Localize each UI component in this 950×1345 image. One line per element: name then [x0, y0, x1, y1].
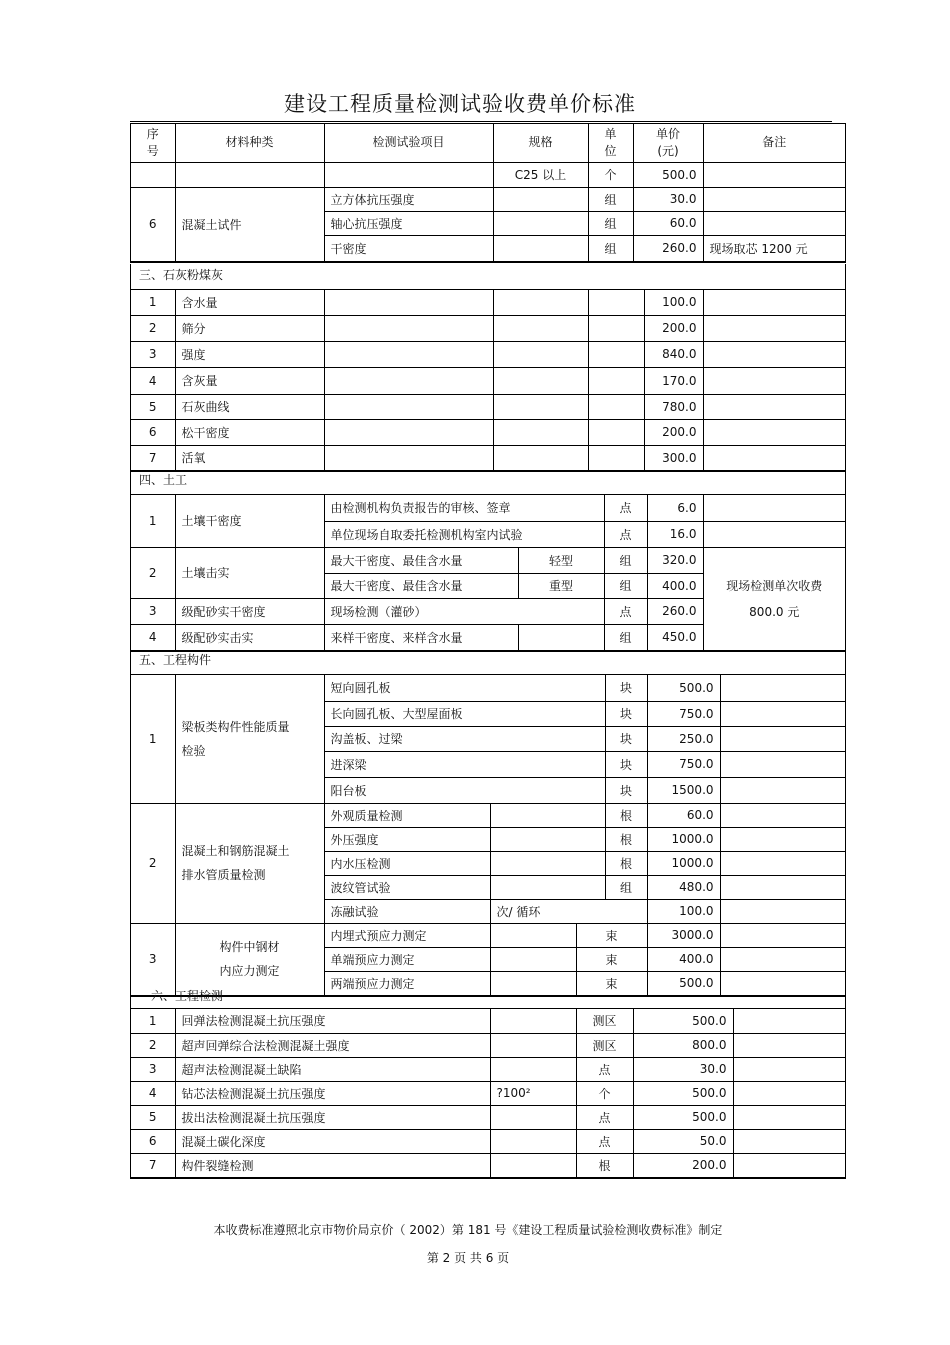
table-row [131, 341, 845, 367]
header-spec: 规格 [493, 124, 588, 162]
seq-cell: 2 [131, 547, 175, 598]
unit-cell: 块 [605, 675, 647, 701]
seq-cell: 6 [131, 1129, 175, 1153]
name-cell: 筛分 [175, 315, 324, 341]
table-row [131, 1129, 845, 1153]
name-line2: 检验 [181, 743, 206, 758]
item-cell: 最大干密度、最佳含水量 [324, 547, 518, 573]
price-cell: 30.0 [633, 187, 703, 211]
price-cell: 1000.0 [647, 827, 720, 851]
unit-cell: 组 [604, 573, 647, 598]
unit-cell: 组 [605, 875, 647, 899]
price-cell: 500.0 [633, 162, 703, 187]
item-cell: 内水压检测 [324, 851, 490, 875]
price-cell: 500.0 [633, 1105, 733, 1129]
price-cell: 100.0 [647, 899, 720, 923]
price-cell: 60.0 [633, 211, 703, 235]
table-row [131, 290, 845, 315]
spec-cell [490, 1009, 576, 1033]
unit-cell: 根 [605, 803, 647, 827]
price-cell: 500.0 [633, 1009, 733, 1033]
price-cell: 200.0 [633, 1153, 733, 1177]
table-row [131, 923, 845, 947]
item-cell: 长向圆孔板、大型屋面板 [324, 701, 605, 726]
name-cell [175, 675, 324, 803]
price-cell: 6.0 [647, 495, 703, 521]
table-row [131, 1009, 845, 1033]
spec-cell: 轻型 [518, 547, 604, 573]
price-cell: 750.0 [647, 701, 720, 726]
price-cell: 50.0 [633, 1129, 733, 1153]
seq-cell: 2 [131, 803, 175, 923]
price-cell: 840.0 [644, 341, 703, 367]
note-cell: 现场取芯 1200 元 [703, 235, 845, 261]
name-line1: 梁板类构件性能质量 [181, 719, 290, 734]
table-row [131, 419, 845, 445]
seq-cell: 4 [131, 1081, 175, 1105]
seq-cell: 3 [131, 598, 175, 624]
unit-cell: 束 [576, 947, 647, 971]
unit-cell: 点 [604, 521, 647, 547]
unit-cell: 块 [605, 701, 647, 726]
material-cell: 混凝土试件 [175, 187, 324, 261]
header-note: 备注 [703, 124, 845, 162]
unit-cell: 组 [588, 211, 633, 235]
item-cell: 立方体抗压强度 [324, 187, 493, 211]
unit-cell: 测区 [576, 1009, 633, 1033]
price-cell: 200.0 [644, 315, 703, 341]
price-cell: 400.0 [647, 947, 720, 971]
name-cell: 土壤干密度 [175, 495, 324, 547]
table-row [131, 495, 845, 521]
seq-cell: 4 [131, 367, 175, 394]
name-cell: 级配砂实击实 [175, 624, 324, 650]
unit-cell: 个 [576, 1081, 633, 1105]
name-cell: 构件裂缝检测 [175, 1153, 490, 1177]
price-cell: 500.0 [633, 1081, 733, 1105]
name-line1: 构件中钢材 [219, 940, 280, 954]
name-cell: 石灰曲线 [175, 394, 324, 419]
price-cell: 800.0 [633, 1033, 733, 1057]
item-cell: 沟盖板、过梁 [324, 726, 605, 751]
name-cell: 含水量 [175, 290, 324, 315]
item-cell: 干密度 [324, 235, 493, 261]
site-note-line2: 800.0 元 [749, 604, 800, 619]
price-cell: 500.0 [647, 971, 720, 995]
name-cell [175, 803, 324, 923]
table-row [131, 162, 845, 187]
price-cell: 1500.0 [647, 777, 720, 803]
unit-cell: 点 [576, 1105, 633, 1129]
seq-cell: 6 [131, 419, 175, 445]
name-cell: 钻芯法检测混凝土抗压强度 [175, 1081, 490, 1105]
unit-cell: 点 [576, 1057, 633, 1081]
spec-cell [490, 1153, 576, 1177]
name-cell: 超声法检测混凝土缺陷 [175, 1057, 490, 1081]
item-cell: 进深梁 [324, 751, 605, 777]
price-cell: 480.0 [647, 875, 720, 899]
unit-cell: 个 [588, 162, 633, 187]
name-cell: 混凝土碳化深度 [175, 1129, 490, 1153]
price-cell: 750.0 [647, 751, 720, 777]
title-rule [130, 121, 832, 122]
item-cell: 短向圆孔板 [324, 675, 605, 701]
seq-cell: 1 [131, 495, 175, 547]
table-row [131, 187, 845, 211]
header-material: 材料种类 [175, 124, 324, 162]
price-cell: 780.0 [644, 394, 703, 419]
unit-cell: 块 [605, 777, 647, 803]
name-cell: 级配砂实干密度 [175, 598, 324, 624]
members-table [130, 674, 846, 997]
table-row [131, 547, 845, 573]
section-heading-soil: 四、土工 [130, 469, 846, 495]
unit-cell: 束 [576, 923, 647, 947]
unit-cell: 组 [604, 547, 647, 573]
item-cell: 阳台板 [324, 777, 605, 803]
concrete-table [130, 123, 846, 263]
seq-cell: 2 [131, 1033, 175, 1057]
price-cell: 16.0 [647, 521, 703, 547]
spec-cell: C25 以上 [493, 162, 588, 187]
name-line2: 内应力测定 [219, 964, 280, 978]
unit-cell: 块 [605, 751, 647, 777]
table-row [131, 675, 845, 701]
unit-cell: 点 [604, 495, 647, 521]
price-cell: 3000.0 [647, 923, 720, 947]
unit-cell: 组 [588, 187, 633, 211]
unit-cell: 束 [576, 971, 647, 995]
footer-basis: 本收费标准遵照北京市物价局京价（ 2002）第 181 号《建设工程质量试验检测收费标准》制定 [213, 1223, 723, 1237]
unit-cell: 点 [576, 1129, 633, 1153]
seq-cell: 3 [131, 1057, 175, 1081]
price-cell: 300.0 [644, 445, 703, 470]
table-row [131, 315, 845, 341]
site-note-line1: 现场检测单次收费 [726, 578, 823, 593]
unit-cell: 根 [605, 851, 647, 875]
table-row [131, 367, 845, 394]
table-row [131, 803, 845, 827]
header-price: 单价 (元) [633, 124, 703, 162]
item-cell: 内埋式预应力测定 [324, 923, 490, 947]
unit-cell: 根 [605, 827, 647, 851]
header-unit: 单 位 [588, 124, 633, 162]
seq-cell: 2 [131, 315, 175, 341]
spec-cell [490, 1129, 576, 1153]
price-cell: 500.0 [647, 675, 720, 701]
seq-cell: 7 [131, 445, 175, 470]
unit-cell: 点 [604, 598, 647, 624]
item-cell: 来样干密度、来样含水量 [324, 624, 518, 650]
table-header [131, 124, 845, 162]
item-cell: 外压强度 [324, 827, 490, 851]
name-cell: 含灰量 [175, 367, 324, 394]
price-cell: 260.0 [633, 235, 703, 261]
spec-cell: 重型 [518, 573, 604, 598]
section-heading-inspection: 六、工程检测 [130, 985, 846, 1009]
name-line2: 排水管质量检测 [181, 868, 266, 882]
price-cell: 170.0 [644, 367, 703, 394]
spec-cell: ?100² [490, 1081, 576, 1105]
price-cell: 30.0 [633, 1057, 733, 1081]
item-cell: 由检测机构负责报告的审核、签章 [324, 495, 604, 521]
item-cell: 两端预应力测定 [324, 971, 490, 995]
price-cell: 260.0 [647, 598, 703, 624]
name-cell: 拔出法检测混凝土抗压强度 [175, 1105, 490, 1129]
price-cell: 60.0 [647, 803, 720, 827]
inspection-table [130, 1008, 846, 1179]
price-cell: 450.0 [647, 624, 703, 650]
item-cell: 冻融试验 [324, 899, 490, 923]
name-line1: 混凝土和钢筋混凝土 [181, 844, 290, 858]
item-cell: 轴心抗压强度 [324, 211, 493, 235]
price-cell: 400.0 [647, 573, 703, 598]
name-cell: 松干密度 [175, 419, 324, 445]
unit-cell: 块 [605, 726, 647, 751]
item-cell: 现场检测（灌砂） [324, 598, 604, 624]
item-cell: 波纹管试验 [324, 875, 490, 899]
section-heading-lime: 三、石灰粉煤灰 [130, 264, 846, 290]
item-cell: 单位现场自取委托检测机构室内试验 [324, 521, 604, 547]
item-cell: 最大干密度、最佳含水量 [324, 573, 518, 598]
seq-cell: 5 [131, 394, 175, 419]
seq-cell: 4 [131, 624, 175, 650]
lime-table [130, 289, 846, 472]
name-cell: 活氧 [175, 445, 324, 470]
price-cell: 1000.0 [647, 851, 720, 875]
seq-cell: 3 [131, 341, 175, 367]
unit-cell: 组 [588, 235, 633, 261]
unit-cell: 根 [576, 1153, 633, 1177]
page-number: 第 2 页 共 6 页 [426, 1251, 510, 1265]
table-row [131, 1033, 845, 1057]
price-cell: 200.0 [644, 419, 703, 445]
seq-cell: 6 [131, 187, 175, 261]
unit-cell: 次/ 循环 [490, 899, 647, 923]
seq-cell: 1 [131, 290, 175, 315]
unit-cell: 测区 [576, 1033, 633, 1057]
unit-cell: 组 [604, 624, 647, 650]
header-item: 检测试验项目 [324, 124, 493, 162]
seq-cell: 3 [131, 923, 175, 995]
name-cell: 超声回弹综合法检测混凝土强度 [175, 1033, 490, 1057]
price-cell: 320.0 [647, 547, 703, 573]
table-row [131, 394, 845, 419]
soil-table [130, 494, 846, 652]
spec-cell [490, 1057, 576, 1081]
spec-cell [490, 1105, 576, 1129]
seq-cell: 5 [131, 1105, 175, 1129]
table-row [131, 1105, 845, 1129]
seq-cell: 1 [131, 1009, 175, 1033]
spec-cell [490, 1033, 576, 1057]
section-heading-members: 五、工程构件 [130, 649, 846, 675]
price-cell: 100.0 [644, 290, 703, 315]
page-title: 建设工程质量检测试验收费单价标准 [284, 92, 636, 116]
seq-cell: 1 [131, 675, 175, 803]
name-cell: 强度 [175, 341, 324, 367]
name-cell: 回弹法检测混凝土抗压强度 [175, 1009, 490, 1033]
table-row [131, 1081, 845, 1105]
site-note-cell [703, 547, 845, 650]
seq-cell: 7 [131, 1153, 175, 1177]
item-cell: 外观质量检测 [324, 803, 490, 827]
table-row [131, 1153, 845, 1177]
item-cell: 单端预应力测定 [324, 947, 490, 971]
name-cell: 土壤击实 [175, 547, 324, 598]
table-row [131, 445, 845, 470]
price-cell: 250.0 [647, 726, 720, 751]
table-row [131, 1057, 845, 1081]
header-seq: 序 号 [131, 124, 175, 162]
